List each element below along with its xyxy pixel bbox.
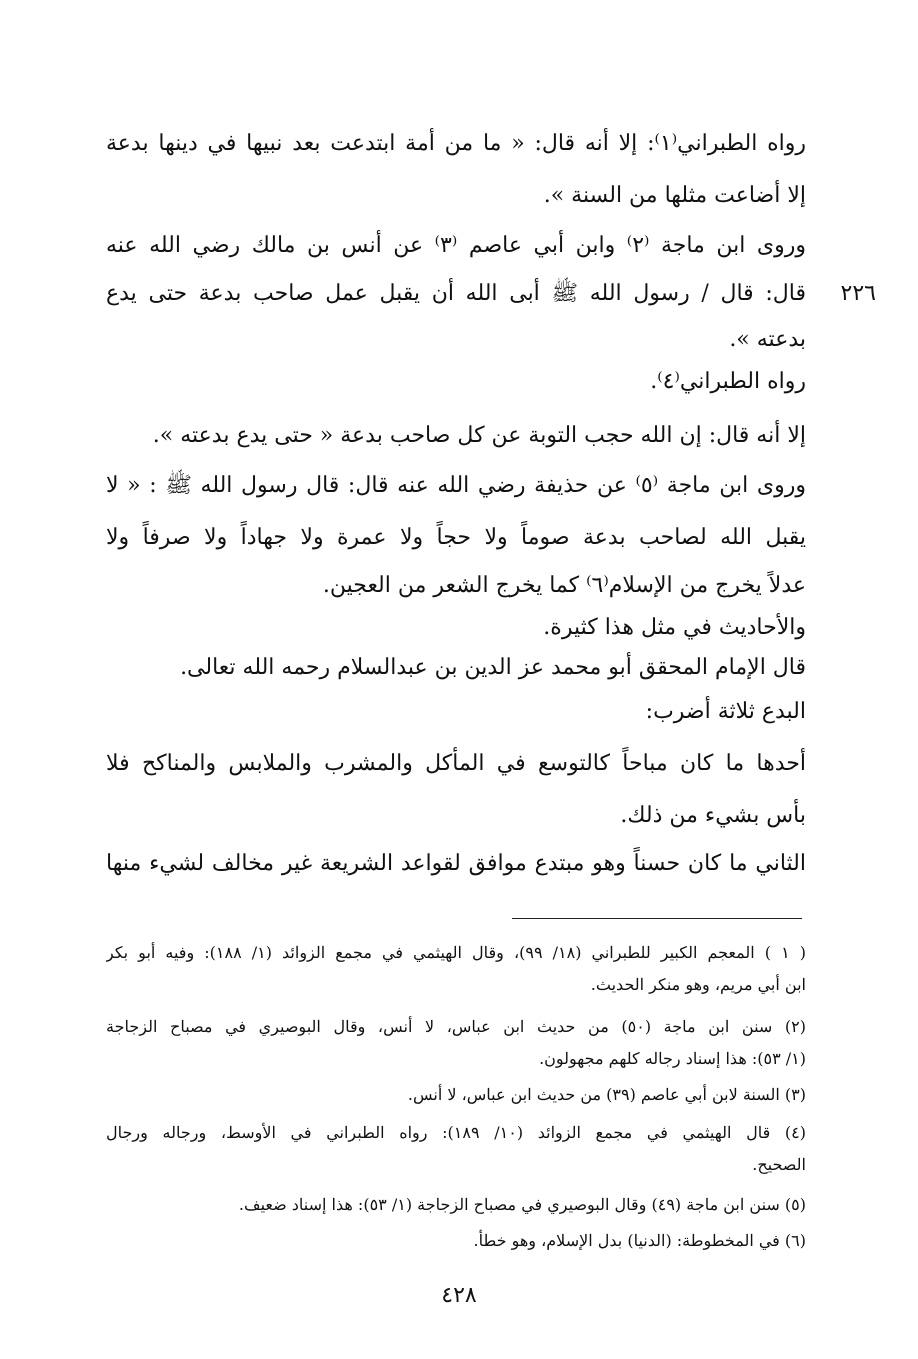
body-line: قال: قال / رسول الله ﷺ أبى الله أن يقبل عمل صاحب بدعة حتى يدع	[106, 281, 806, 306]
footnote-line: ( ١ ) المعجم الكبير للطبراني (١٨/ ٩٩)، وقال الهيثمي في مجمع الزوائد (١/ ١٨٨): وفيه أبو بكر	[106, 943, 806, 962]
page-number: ٤٢٨	[441, 1283, 477, 1308]
footnote-separator	[512, 918, 802, 919]
footnote-line: (٤) قال الهيثمي في مجمع الزوائد (١٠/ ١٨٩): رواه الطبراني في الأوسط، ورجاله ورجال	[106, 1123, 806, 1142]
body-line: البدع ثلاثة أضرب:	[645, 699, 806, 724]
body-line: إلا أنه قال: إن الله حجب التوبة عن كل صاحب بدعة « حتى يدع بدعته ».	[152, 423, 806, 448]
body-line: رواه الطبراني⁽٤⁾.	[650, 369, 806, 394]
footnote-line: الصحيح.	[752, 1155, 806, 1174]
body-line: بدعته ».	[729, 327, 806, 352]
body-line: وروى ابن ماجة ⁽٥⁾ عن حذيفة رضي الله عنه قال: قال رسول الله ﷺ : « لا	[106, 473, 806, 498]
body-line: أحدها ما كان مباحاً كالتوسع في المأكل والمشرب والملابس والمناكح فلا	[106, 751, 806, 776]
footnote-line: (١/ ٥٣): هذا إسناد رجاله كلهم مجهولون.	[539, 1049, 806, 1068]
margin-manuscript-number: ٢٢٦	[840, 281, 876, 306]
body-line: وروى ابن ماجة ⁽٢⁾ وابن أبي عاصم ⁽٣⁾ عن أنس بن مالك رضي الله عنه	[106, 233, 806, 258]
footnote-line: (٥) سنن ابن ماجة (٤٩) وقال البوصيري في مصباح الزجاجة (١/ ٥٣): هذا إسناد ضعيف.	[238, 1195, 806, 1214]
body-line: الثاني ما كان حسناً وهو مبتدع موافق لقواعد الشريعة غير مخالف لشيء منها	[106, 851, 806, 876]
body-line: رواه الطبراني⁽١⁾: إلا أنه قال: « ما من أمة ابتدعت بعد نبيها في دينها بدعة	[106, 131, 806, 156]
footnote-line: (٢) سنن ابن ماجة (٥٠) من حديث ابن عباس، لا أنس، وقال البوصيري في مصباح الزجاجة	[106, 1017, 806, 1036]
footnote-line: (٦) في المخطوطة: (الدنيا) بدل الإسلام، وهو خطأ.	[473, 1231, 806, 1250]
body-line: بأس بشيء من ذلك.	[620, 803, 806, 828]
footnote-line: ابن أبي مريم، وهو منكر الحديث.	[590, 975, 806, 994]
body-line: والأحاديث في مثل هذا كثيرة.	[543, 615, 806, 640]
body-line: قال الإمام المحقق أبو محمد عز الدين بن عبدالسلام رحمه الله تعالى.	[180, 655, 806, 680]
footnote-line: (٣) السنة لابن أبي عاصم (٣٩) من حديث ابن عباس، لا أنس.	[407, 1085, 806, 1104]
body-line: إلا أضاعت مثلها من السنة ».	[543, 183, 806, 208]
body-line: عدلاً يخرج من الإسلام⁽٦⁾ كما يخرج الشعر من العجين.	[322, 573, 806, 598]
body-line: يقبل الله لصاحب بدعة صوماً ولا حجاً ولا عمرة ولا جهاداً ولا صرفاً ولا	[106, 525, 806, 550]
